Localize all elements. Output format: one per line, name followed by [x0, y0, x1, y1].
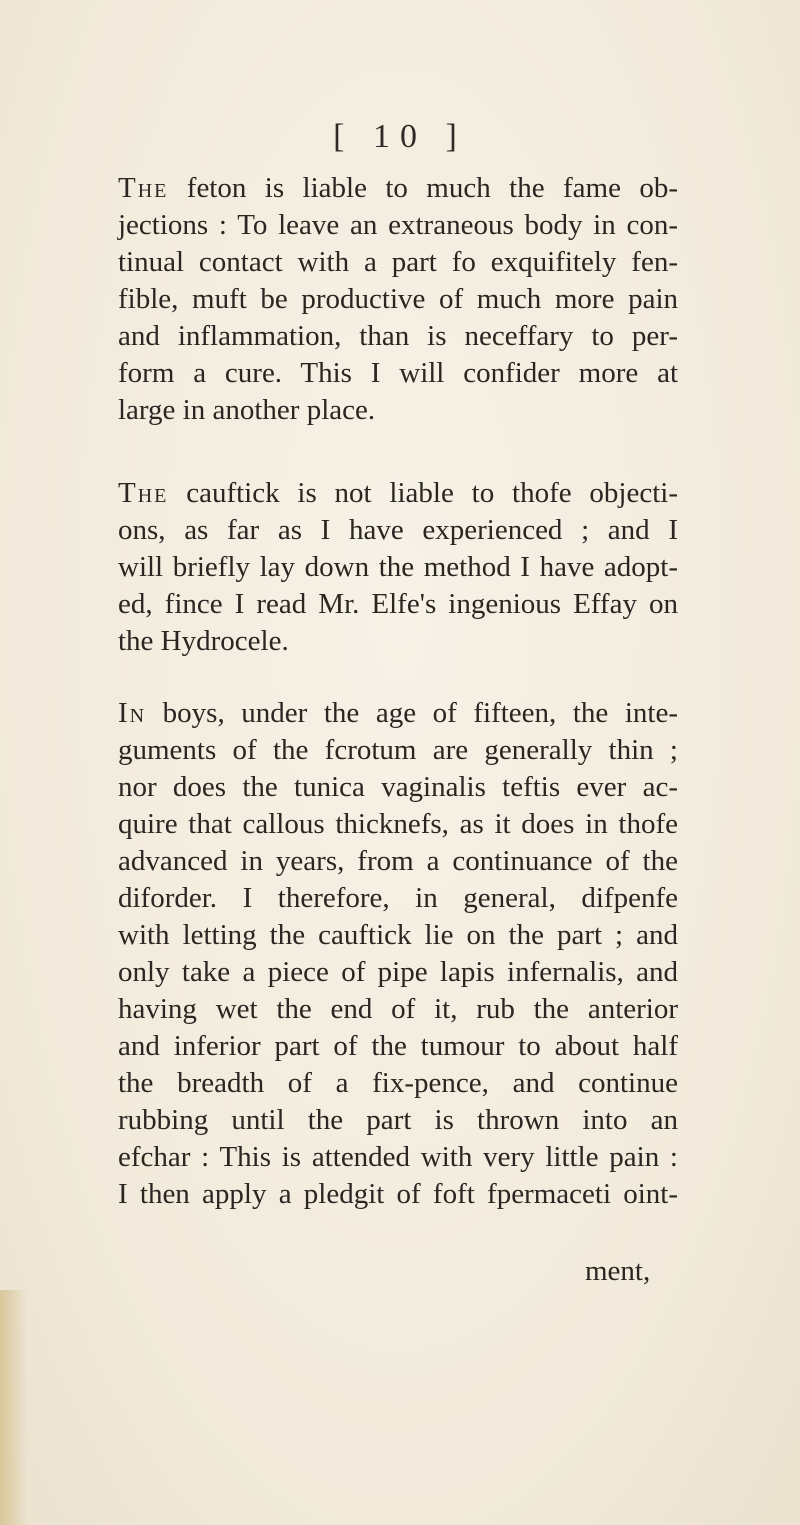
text-line: The cauftick is not liable to thofe objecti- [118, 477, 679, 509]
text-line: efchar : This is attended with very little pain : [118, 1141, 678, 1173]
text-line: I then apply a pledgit of foft fpermaceti oint- [118, 1178, 678, 1210]
text-line: large in another place. [118, 394, 376, 426]
paragraph-2 [118, 475, 678, 660]
text-line: form a cure. This I will confider more at [118, 357, 678, 389]
paragraph-3 [118, 695, 678, 1213]
text-line: jections : To leave an extraneous body in con- [118, 209, 678, 241]
text-line: fible, muft be productive of much more pain [118, 283, 678, 315]
page-edge-stain [0, 1290, 28, 1525]
text-line: The feton is liable to much the fame ob- [118, 172, 678, 204]
text-line: having wet the end of it, rub the anterior [118, 993, 678, 1025]
text-line: with letting the cauftick lie on the part ; and [118, 919, 678, 951]
text-line: nor does the tunica vaginalis teftis ever ac- [118, 771, 678, 803]
paragraph-lead: The [118, 172, 169, 204]
text-line: and inflammation, than is neceffary to per- [118, 320, 678, 352]
text-line: ed, fince I read Mr. Elfe's ingenious Effay on [118, 588, 678, 620]
text-line: guments of the fcrotum are generally thin ; [118, 734, 678, 766]
text-line: ons, as far as I have experienced ; and I [118, 514, 678, 546]
page-number: [ 10 ] [333, 118, 467, 155]
paragraph-lead: In [118, 697, 147, 729]
text-line: rubbing until the part is thrown into an [118, 1104, 678, 1136]
text-line: the breadth of a fix-pence, and continue [118, 1067, 678, 1099]
text-line: will briefly lay down the method I have adopt- [118, 551, 678, 583]
text-line: quire that callous thicknefs, as it does in thofe [118, 808, 678, 840]
text-line: In boys, under the age of fifteen, the inte- [118, 697, 678, 729]
paragraph-lead: The [118, 477, 169, 509]
text-line: and inferior part of the tumour to about half [118, 1030, 678, 1062]
text-line: diforder. I therefore, in general, difpenfe [118, 882, 678, 914]
text-line: only take a piece of pipe lapis infernalis, and [118, 956, 678, 988]
text-line: advanced in years, from a continuance of the [118, 845, 678, 877]
paragraph-1 [118, 170, 678, 429]
text-line: the Hydrocele. [118, 625, 289, 657]
catchword: ment, [585, 1255, 651, 1287]
text-line: tinual contact with a part fo exquifitely fen- [118, 246, 678, 278]
